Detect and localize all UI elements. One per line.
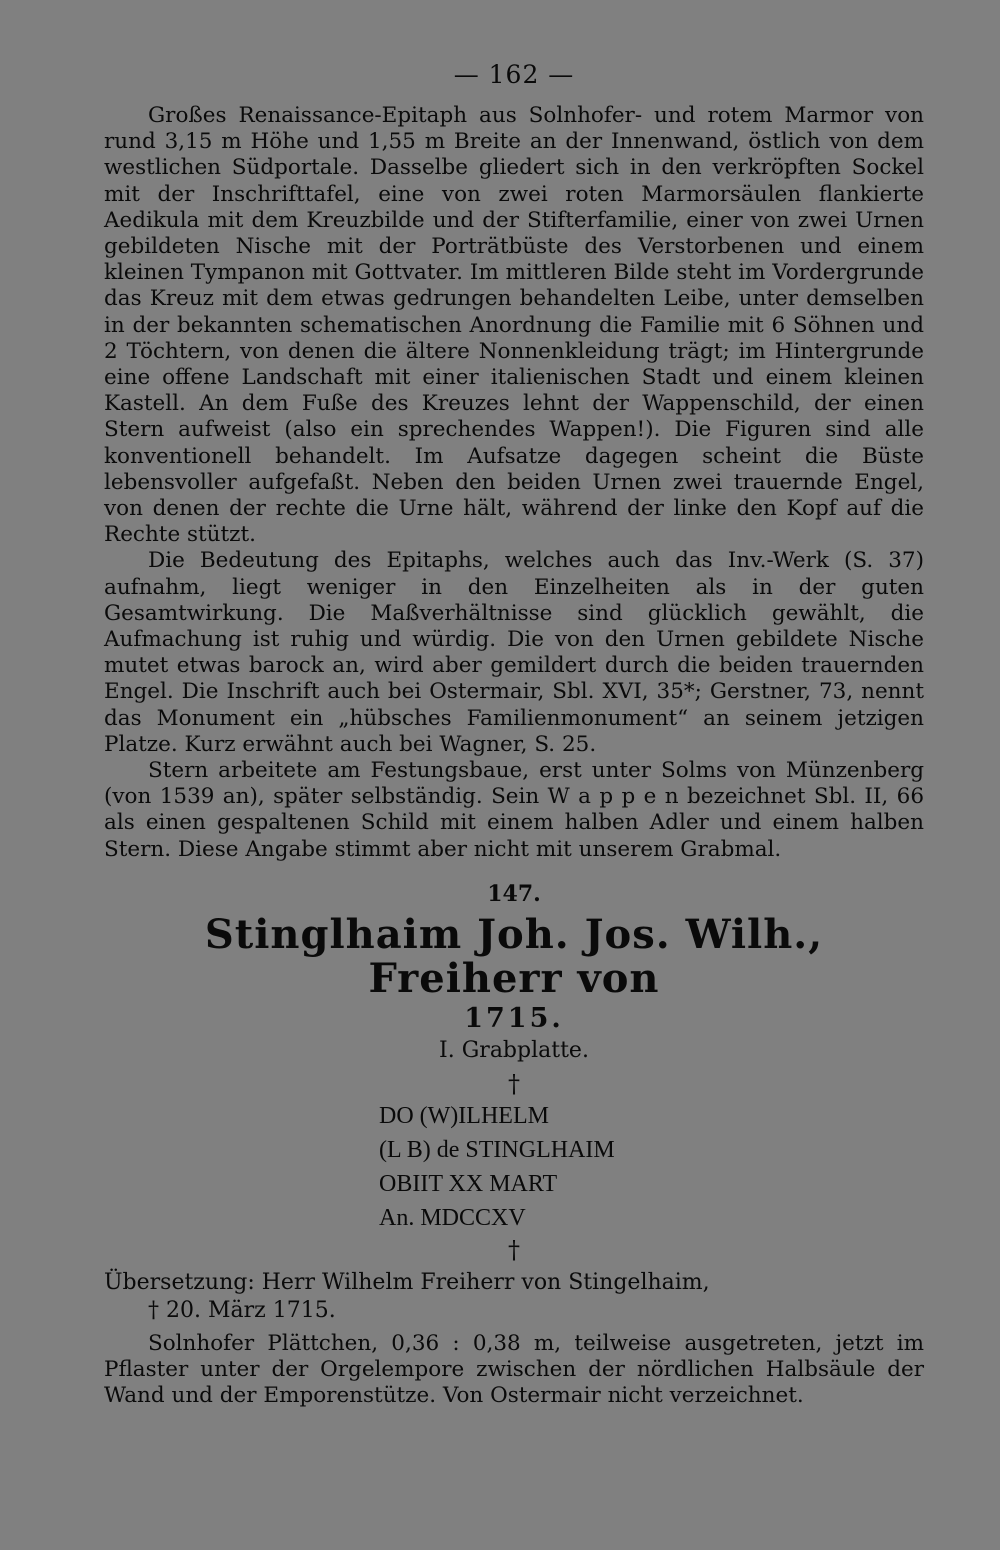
inscription-line: DO (W)ILHELM: [379, 1102, 549, 1129]
translation-line-2: † 20. März 1715.: [148, 1297, 336, 1323]
translation-block: [104, 1269, 924, 1325]
inscription-line: An. MDCCXV: [379, 1204, 526, 1231]
body-paragraph-1: Großes Renaissance-Epitaph aus Solnhofer- und rotem Marmor von rund 3,15 m Höhe und 1,55 m Breite an der Innenwand, östlich von dem westlichen Südportale. Dasselbe gliedert sich in den verkröpften Sockel mit der Inschrifttafel, eine von zwei roten Marmorsäulen flankierte Aedikula mit dem Kreuzbilde und der Stifterfamilie, einer von zwei Urnen gebildeten Nische mit der Porträtbüste des Verstorbenen und einem kleinen Tympanon mit Gottvater. Im mittleren Bilde steht im Vordergrunde das Kreuz mit dem etwas gedrungen behandelten Leibe, unter demselben in der bekannten schematischen Anordnung die Familie mit 6 Söhnen und 2 Töchtern, von denen die ältere Nonnenkleidung trägt; im Hintergrunde eine offene Landschaft mit einer italienischen Stadt und einem kleinen Kastell. An dem Fuße des Kreuzes lehnt der Wappenschild, der einen Stern aufweist (also ein sprechendes Wappen!). Die Figuren sind alle konventionell behandelt. Im Aufsatze dagegen scheint die Büste lebensvoller aufgefaßt. Neben den beiden Urnen zwei trauernde Engel, von denen der rechte die Urne hält, während der linke den Kopf auf die Rechte stützt.: [104, 103, 924, 548]
body-paragraph-2: Die Bedeutung des Epitaphs, welches auch das Inv.-Werk (S. 37) aufnahm, liegt weniger in den Einzelheiten als in der guten Gesamtwirkung. Die Maßverhältnisse sind glücklich gewählt, die Aufmachung ist ruhig und würdig. Die von den Urnen gebildete Nische mutet etwas barock an, wird aber gemildert durch die beiden trauernden Engel. Die Inschrift auch bei Ostermair, Sbl. XVI, 35*; Gerstner, 73, nennt das Monument ein „hübsches Familienmonument“ an seinem jetzigen Platze. Kurz erwähnt auch bei Wagner, S. 25.: [104, 548, 924, 757]
subsection-heading: I. Grabplatte.: [439, 1037, 589, 1063]
body-paragraph-3: Stern arbeitete am Festungsbaue, erst unter Solms von Münzenberg (von 1539 an), später selbständig. Sein W a p p e n bezeichnet Sbl. II, 66 als einen gespaltenen Schild mit einem halben Adler und einem halben Stern. Diese Angabe stimmt aber nicht mit unserem Grabmal.: [104, 758, 924, 862]
cross-symbol-top: †: [508, 1069, 520, 1098]
cross-symbol-bottom: †: [508, 1235, 520, 1264]
page-content: [104, 60, 924, 1410]
inscription-block: [379, 1099, 924, 1235]
translation-line-1: Übersetzung: Herr Wilhelm Freiherr von Stingelhaim,: [104, 1269, 710, 1295]
entry-number: 147.: [487, 880, 541, 907]
entry-title: Stinglhaim Joh. Jos. Wilh., Freiherr von: [204, 910, 824, 1002]
page-number: — 162 —: [453, 60, 575, 89]
closing-paragraph: Solnhofer Plättchen, 0,36 : 0,38 m, teilweise ausgetreten, jetzt im Pflaster unter der Orgelempore zwischen der nördlichen Halbsäule der Wand und der Emporenstütze. Von Ostermair nicht verzeichnet.: [104, 1330, 924, 1409]
inscription-line: (L B) de STINGLHAIM: [379, 1136, 615, 1163]
entry-year: 1715.: [464, 1002, 564, 1034]
inscription-line: OBIIT XX MART: [379, 1170, 558, 1197]
